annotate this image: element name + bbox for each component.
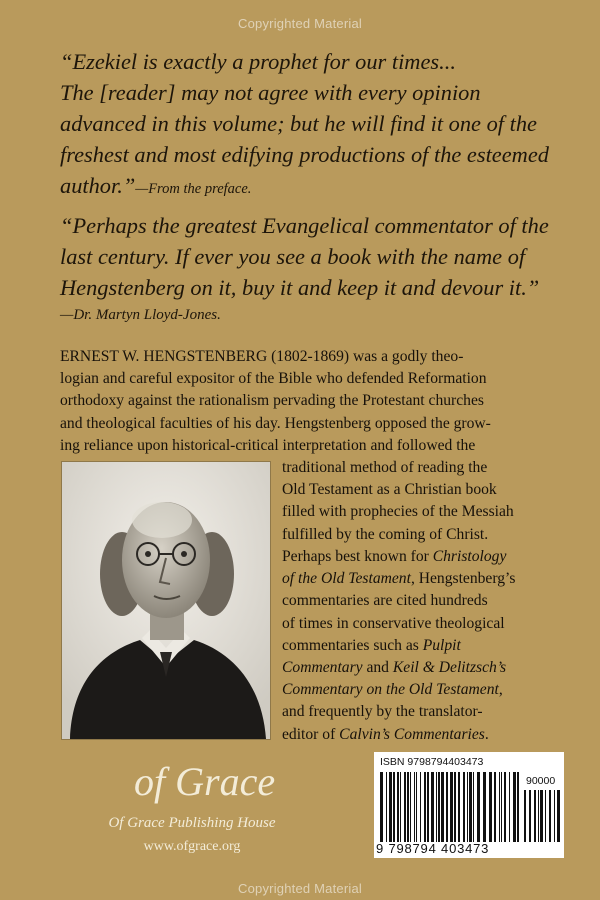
bio-text: , [498,681,503,699]
price-barcode-bars-icon [524,790,560,842]
barcode-bar [420,772,421,842]
quote-last-word: author.” [60,173,136,198]
barcode-bar [441,772,444,842]
barcode-bar [509,772,510,842]
barcode-bar [513,772,516,842]
barcode-bar [404,772,406,842]
book-title: Commentary [282,659,363,677]
bio-line [282,568,552,590]
barcode-bar [540,790,543,842]
barcode-bar [458,772,460,842]
isbn-barcode [374,752,564,858]
bio-line: traditional method of reading the [282,459,488,477]
barcode-bar [517,772,519,842]
barcode-bar [427,772,429,842]
bio-text: Perhaps best known for [282,548,433,565]
barcode-bar [463,772,465,842]
price-code: 90000 [526,775,556,787]
preface-quote [60,46,560,205]
barcode-bar [450,772,453,842]
book-title: Pulpit [422,636,461,654]
barcode-bar [473,772,474,842]
quote-attribution: —Dr. Martyn Lloyd-Jones. [60,307,221,323]
barcode-bar [494,772,496,842]
quote-line: “Perhaps the greatest Evangelical commentator of the [60,213,549,238]
bio-line: Old Testament as a Christian book [282,481,497,499]
barcode-bar [416,772,417,842]
barcode-bar [504,772,506,842]
bio-text: commentaries such as [282,636,423,654]
bio-line: fulfilled by the coming of Christ. [282,525,489,543]
barcode-bar [549,790,551,842]
publisher-website: www.ofgrace.org [143,839,241,854]
portrait-image [62,462,270,739]
bio-line: and theological faculties of his day. Hengstenberg opposed the grow- [60,414,491,432]
barcode-bar [389,772,392,842]
book-title: Christology [432,548,507,565]
bio-text: , Hengstenberg’s [410,570,516,588]
bio-line [282,657,552,679]
barcode-bar [436,772,437,842]
barcode-bar [467,772,468,842]
barcode-bar [424,772,426,842]
barcode-bar [454,772,456,842]
quote-attribution: —From the preface. [135,181,252,197]
quote-line: freshest and most edifying productions of the esteemed [60,142,549,167]
barcode-bar [397,772,399,842]
author-portrait [62,462,270,739]
barcode-bar [554,790,555,842]
barcode-bar [438,772,440,842]
quote-line [60,170,560,205]
quote-line: last century. If ever you see a book with the name of [60,244,526,269]
bio-line [282,724,552,746]
publisher-name: Of Grace Publishing House [108,815,276,831]
bio-line: orthodoxy against the rationalism pervading the Protestant churches [60,392,484,410]
bio-line: and frequently by the translator- [282,703,483,721]
bio-line: of times in conservative theological [282,614,505,632]
barcode-bar [545,790,546,842]
barcode-bar [380,772,383,842]
bio-text: . [484,725,489,743]
quote-line: advanced in this volume; but he will find it one of the [60,111,537,136]
book-title: Calvin’s Commentaries [339,725,485,743]
barcode-bar [489,772,492,842]
bio-line: ing reliance upon historical-critical interpretation and followed the [60,436,476,454]
barcode-bar [414,772,415,842]
barcode-bar [538,790,539,842]
watermark-bottom: Copyrighted Material [238,881,362,896]
bio-text: and [362,659,393,677]
quote-line: Hengstenberg on it, buy it and keep it and devour it.” [60,275,540,300]
author-bio-continued [282,546,552,746]
barcode-bar [524,790,526,842]
barcode-digits: 9 798794 403473 [376,841,490,856]
barcode-bar [499,772,500,842]
bio-line: ERNEST W. HENGSTENBERG (1802-1869) was a godly theo- [60,348,464,365]
bio-line: commentaries are cited hundreds [282,592,488,610]
bio-line: filled with prophecies of the Messiah [282,503,514,521]
quote-line: “Ezekiel is exactly a prophet for our times... [60,49,456,74]
barcode-bars-icon [380,772,520,842]
watermark-top: Copyrighted Material [238,16,362,31]
publisher-logo: of Grace [134,759,276,804]
book-title: of the Old Testament [282,570,411,588]
barcode-bar [400,772,401,842]
barcode-bar [557,790,560,842]
barcode-bar [386,772,387,842]
isbn-label: ISBN 9798794403473 [380,756,484,768]
barcode-bar [431,772,434,842]
lloyd-jones-quote [60,210,560,326]
bio-line [282,546,552,568]
quote-line: The [reader] may not agree with every opinion [60,80,481,105]
barcode-bar [501,772,502,842]
bio-text: editor of [282,725,340,743]
barcode-bar [483,772,486,842]
barcode-bar [407,772,409,842]
bio-line [282,635,552,657]
barcode-bar [393,772,395,842]
bio-line [282,679,552,701]
barcode-bar [410,772,411,842]
book-title: Commentary on the Old Testament [282,681,499,699]
barcode-bar [529,790,531,842]
barcode-bar [534,790,536,842]
barcode-bar [477,772,480,842]
book-title: Keil & Delitzsch’s [392,659,507,677]
barcode-bar [446,772,448,842]
bio-line: logian and careful expositor of the Bible who defended Reformation [60,370,487,388]
barcode-bar [469,772,472,842]
